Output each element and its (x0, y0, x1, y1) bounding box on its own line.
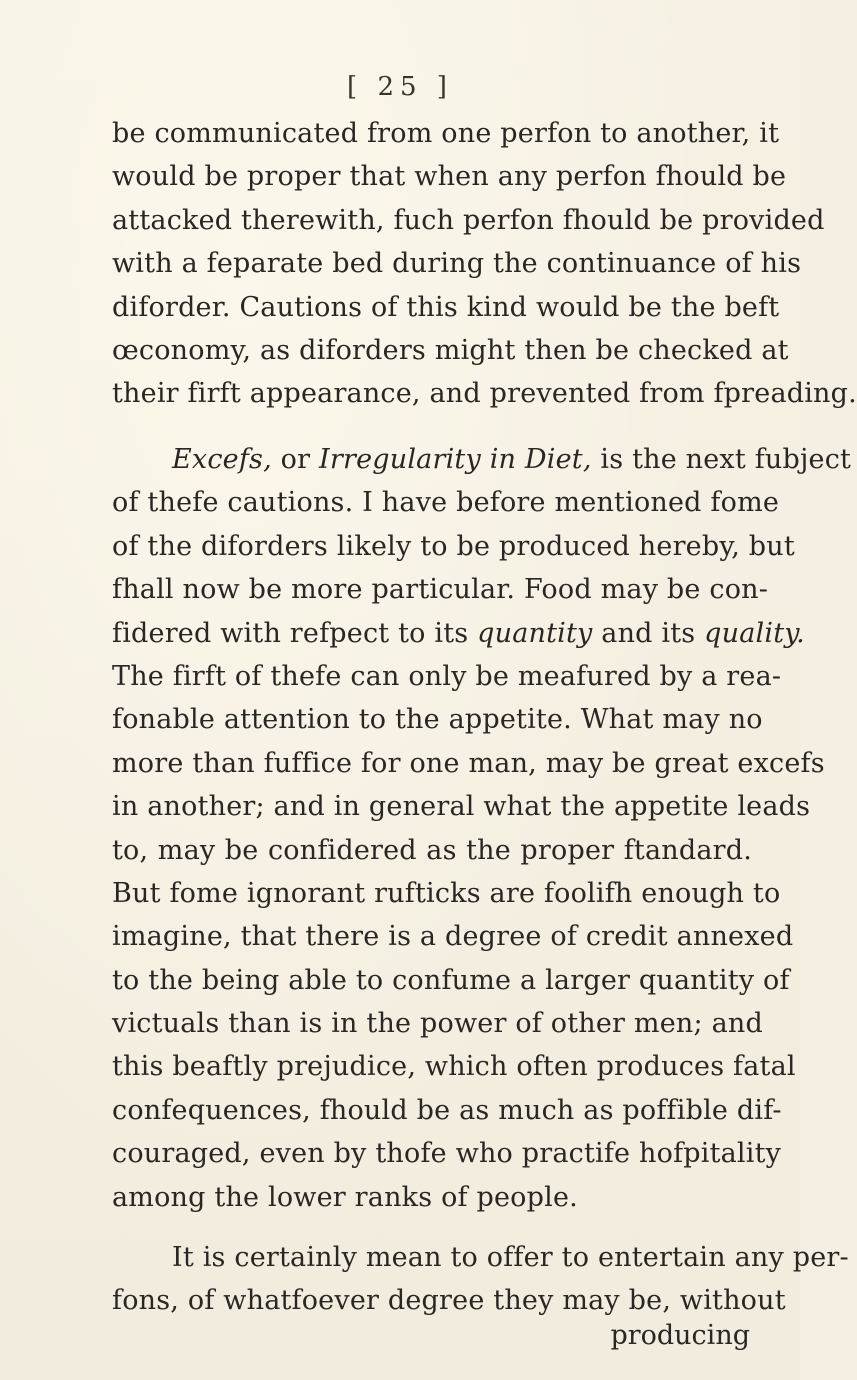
paragraph-3 (112, 1236, 849, 1323)
text-line: fidered with refpect to its quantity and its quality. (112, 617, 805, 649)
paragraph-1 (112, 112, 857, 416)
text-line: to, may be confidered as the proper ftandard. (112, 834, 752, 866)
text-line: But fome ignorant rufticks are foolifh enough to (112, 877, 781, 909)
text-line: fons, of whatfoever degree they may be, without (112, 1285, 786, 1317)
text-line: couraged, even by thofe who practife hofpitality (112, 1138, 782, 1170)
page-number-header: [ 25 ] (347, 72, 453, 102)
text-line: with a feparate bed during the continuance of his (112, 248, 802, 280)
text-line: in another; and in general what the appetite leads (112, 791, 811, 823)
text-line: victuals than is in the power of other men; and (112, 1008, 763, 1040)
text-line: of the diforders likely to be produced hereby, but (112, 530, 795, 562)
paragraph-2 (112, 438, 852, 1219)
text-line: fonable attention to the appetite. What may no (112, 704, 763, 736)
italic-term-excess: Excefs, (172, 444, 272, 475)
text-line: to the being able to confume a larger quantity of (112, 964, 790, 996)
text-line: The firft of thefe can only be meafured by a rea- (112, 660, 782, 692)
text-line: fhall now be more particular. Food may be con- (112, 574, 769, 606)
catchword: producing (610, 1320, 750, 1351)
text-line: among the lower ranks of people. (112, 1181, 578, 1213)
text-line: diforder. Cautions of this kind would be the beft (112, 291, 780, 323)
text-line: œconomy, as diforders might then be checked at (112, 334, 789, 366)
text-line: would be proper that when any perfon fhould be (112, 161, 787, 193)
text-line: imagine, that there is a degree of credit annexed (112, 921, 794, 953)
text-line: It is certainly mean to offer to entertain any per- (172, 1242, 849, 1273)
text-line: this beaftly prejudice, which often produces fatal (112, 1051, 796, 1083)
text-line: attacked therewith, fuch perfon fhould be provided (112, 204, 825, 236)
text-line: be communicated from one perfon to another, it (112, 118, 780, 149)
italic-term-irregularity: Irregularity in Diet, (319, 444, 592, 475)
text-line-italic-lead: Excefs, or Irregularity in Diet, is the next fubject (172, 444, 852, 475)
text-line: their firft appearance, and prevented from fpreading. (112, 378, 857, 410)
text-line: confequences, fhould be as much as poffible dif- (112, 1094, 782, 1126)
text-line: of thefe cautions. I have before mentioned fome (112, 487, 780, 519)
text-line: more than fuffice for one man, may be great excefs (112, 747, 825, 779)
